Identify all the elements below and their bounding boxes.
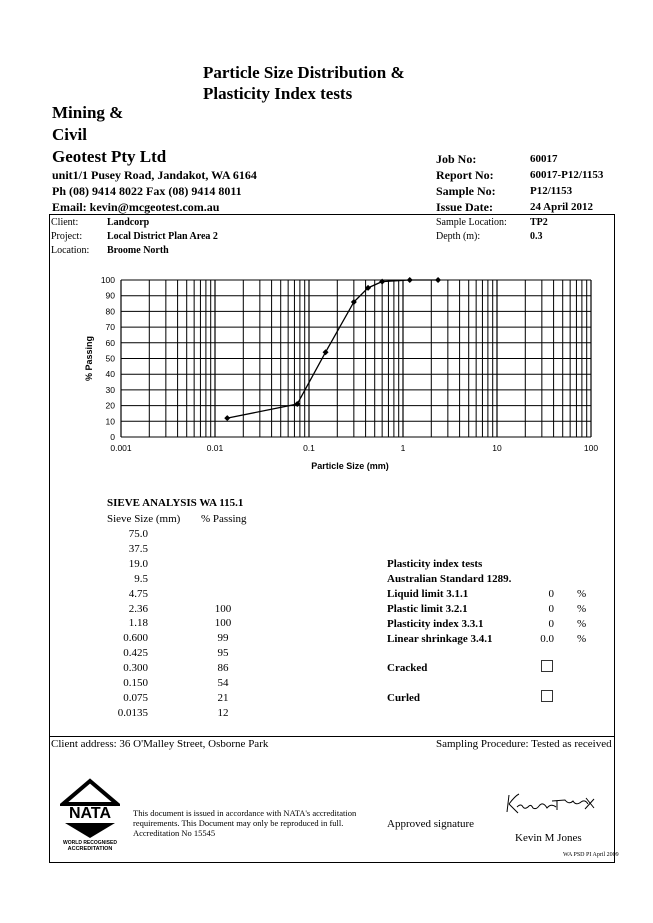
sieve-size-cell: 1.18 (128, 617, 148, 630)
job-no-value: 60017 (530, 153, 558, 165)
x-axis-label: Particle Size (mm) (311, 461, 389, 471)
company-address: unit1/1 Pusey Road, Jandakot, WA 6164 (52, 168, 257, 182)
plasticity-test-value: 0 (548, 603, 554, 615)
series-line (227, 280, 438, 418)
y-tick-label: 40 (105, 369, 115, 380)
issue-date-value: 24 April 2012 (530, 201, 593, 213)
signatory-name: Kevin M Jones (515, 832, 582, 844)
nata-statement-line1: This document is issued in accordance with NATA's accreditation (133, 808, 357, 818)
company-phone: Ph (08) 9414 8022 Fax (08) 9414 8011 (52, 184, 242, 198)
sieve-size-cell: 0.425 (123, 647, 148, 660)
y-tick-label: 60 (105, 337, 115, 348)
y-tick-label: 100 (100, 275, 115, 285)
nata-statement-line2: requirements. This Document may only be reproduced in full. (133, 818, 344, 828)
plasticity-test-unit: % (577, 633, 587, 645)
curled-checkbox[interactable] (541, 690, 553, 702)
y-tick-label: 30 (105, 384, 115, 395)
sieve-passing-cell: 21 (217, 691, 229, 704)
sieve-size-cell: 4.75 (128, 587, 148, 600)
y-tick-label: 70 (105, 322, 115, 333)
data-point (407, 277, 413, 283)
project-value: Local District Plan Area 2 (107, 231, 218, 242)
x-tick-label: 0.001 (110, 443, 132, 453)
sample-no-label: Sample No: (436, 184, 496, 198)
location-label: Location: (51, 245, 90, 256)
sieve-passing-cell: 100 (214, 602, 232, 615)
sieve-col-passing: % Passing (201, 513, 247, 525)
nata-logo-text: NATA (68, 805, 112, 822)
sieve-col-size: Sieve Size (mm) (107, 513, 181, 525)
plasticity-test-label: Plasticity index 3.3.1 (387, 618, 484, 630)
plasticity-title: Plasticity index tests (387, 558, 483, 570)
data-point (224, 415, 230, 421)
company-name-line1: Mining & (52, 103, 124, 122)
data-point (379, 279, 385, 285)
client-value: Landcorp (107, 217, 150, 228)
sieve-size-cell: 0.300 (123, 662, 148, 675)
data-point (323, 349, 329, 355)
nata-sub1: WORLD RECOGNISED (63, 840, 117, 846)
issue-date-label: Issue Date: (436, 200, 493, 214)
sieve-size-cell: 37.5 (128, 542, 148, 555)
sieve-passing-cell: 100 (214, 617, 232, 630)
company-email: Email: kevin@mcgeotest.com.au (52, 200, 220, 214)
sieve-size-cell: 2.36 (128, 602, 148, 615)
y-tick-label: 80 (105, 306, 115, 317)
client-address: Client address: 36 O'Malley Street, Osborne Park (51, 738, 269, 750)
x-tick-label: 0.1 (303, 443, 315, 453)
data-point (294, 401, 300, 407)
x-tick-label: 0.01 (206, 443, 224, 453)
sieve-size-cell: 0.0135 (117, 706, 148, 719)
cracked-checkbox[interactable] (541, 660, 553, 672)
sieve-size-cell: 19.0 (128, 557, 148, 570)
plasticity-test-label: Linear shrinkage 3.4.1 (387, 633, 493, 645)
nata-statement-line3: Accreditation No 15545 (133, 828, 216, 838)
cracked-label: Cracked (387, 662, 428, 674)
plasticity-standard: Australian Standard 1289. (387, 573, 512, 585)
plasticity-test-label: Liquid limit 3.1.1 (387, 588, 469, 600)
x-tick-label: 100 (583, 443, 599, 453)
y-tick-label: 0 (110, 432, 115, 442)
depth-label: Depth (m): (436, 231, 481, 242)
nata-logo (60, 778, 120, 850)
plasticity-test-unit: % (577, 603, 587, 615)
data-point (435, 277, 441, 283)
sieve-size-cell: 9.5 (134, 572, 148, 585)
sample-location-value: TP2 (530, 217, 548, 228)
plasticity-test-value: 0 (548, 588, 554, 600)
depth-value: 0.3 (530, 231, 543, 242)
sieve-passing-cell: 12 (217, 706, 229, 719)
y-tick-label: 10 (105, 416, 115, 427)
sieve-size-cell: 0.075 (123, 691, 148, 704)
y-tick-label: 90 (105, 290, 115, 301)
project-label: Project: (51, 231, 83, 242)
nata-sub2: ACCREDITATION (67, 846, 113, 850)
plasticity-test-unit: % (577, 588, 587, 600)
report-no-value: 60017-P12/1153 (530, 169, 604, 181)
report-title-line2: Plasticity Index tests (203, 84, 353, 103)
nata-chevron-icon (65, 823, 115, 838)
company-name-line2: Civil (52, 125, 87, 144)
approved-signature-label: Approved signature (387, 818, 475, 830)
location-value: Broome North (107, 245, 169, 256)
y-axis-label: % Passing (84, 335, 94, 382)
form-code: WA PSD PI April 2009 (563, 852, 619, 858)
sample-no-value: P12/1153 (530, 185, 573, 197)
sieve-size-cell: 0.600 (123, 632, 148, 645)
plasticity-test-value: 0.0 (540, 633, 554, 645)
y-tick-label: 20 (105, 400, 115, 411)
sieve-size-cell: 0.150 (123, 677, 148, 689)
sieve-passing-cell: 54 (217, 677, 229, 689)
plasticity-test-value: 0 (548, 618, 554, 630)
nata-statement (133, 808, 356, 838)
footer-divider (49, 736, 615, 737)
curled-label: Curled (387, 692, 420, 704)
job-no-label: Job No: (436, 152, 477, 166)
plasticity-test-unit: % (577, 618, 587, 630)
sample-location-label: Sample Location: (436, 217, 507, 228)
sieve-title: SIEVE ANALYSIS WA 115.1 (107, 497, 244, 509)
signature-image (503, 790, 603, 820)
sieve-passing-cell: 86 (217, 662, 229, 675)
sieve-passing-cell: 95 (217, 647, 229, 660)
report-title-line1: Particle Size Distribution & (203, 63, 405, 82)
report-no-label: Report No: (436, 168, 494, 182)
plasticity-test-label: Plastic limit 3.2.1 (387, 603, 468, 615)
company-name-line3: Geotest Pty Ltd (52, 147, 167, 166)
sampling-procedure: Sampling Procedure: Tested as received (436, 738, 612, 750)
client-label: Client: (51, 217, 79, 228)
y-tick-label: 50 (105, 353, 115, 364)
sieve-size-cell: 75.0 (128, 528, 148, 540)
nata-roof-icon (63, 781, 117, 804)
sieve-passing-cell: 99 (217, 632, 229, 645)
x-tick-label: 1 (400, 443, 406, 453)
x-tick-label: 10 (492, 443, 502, 453)
